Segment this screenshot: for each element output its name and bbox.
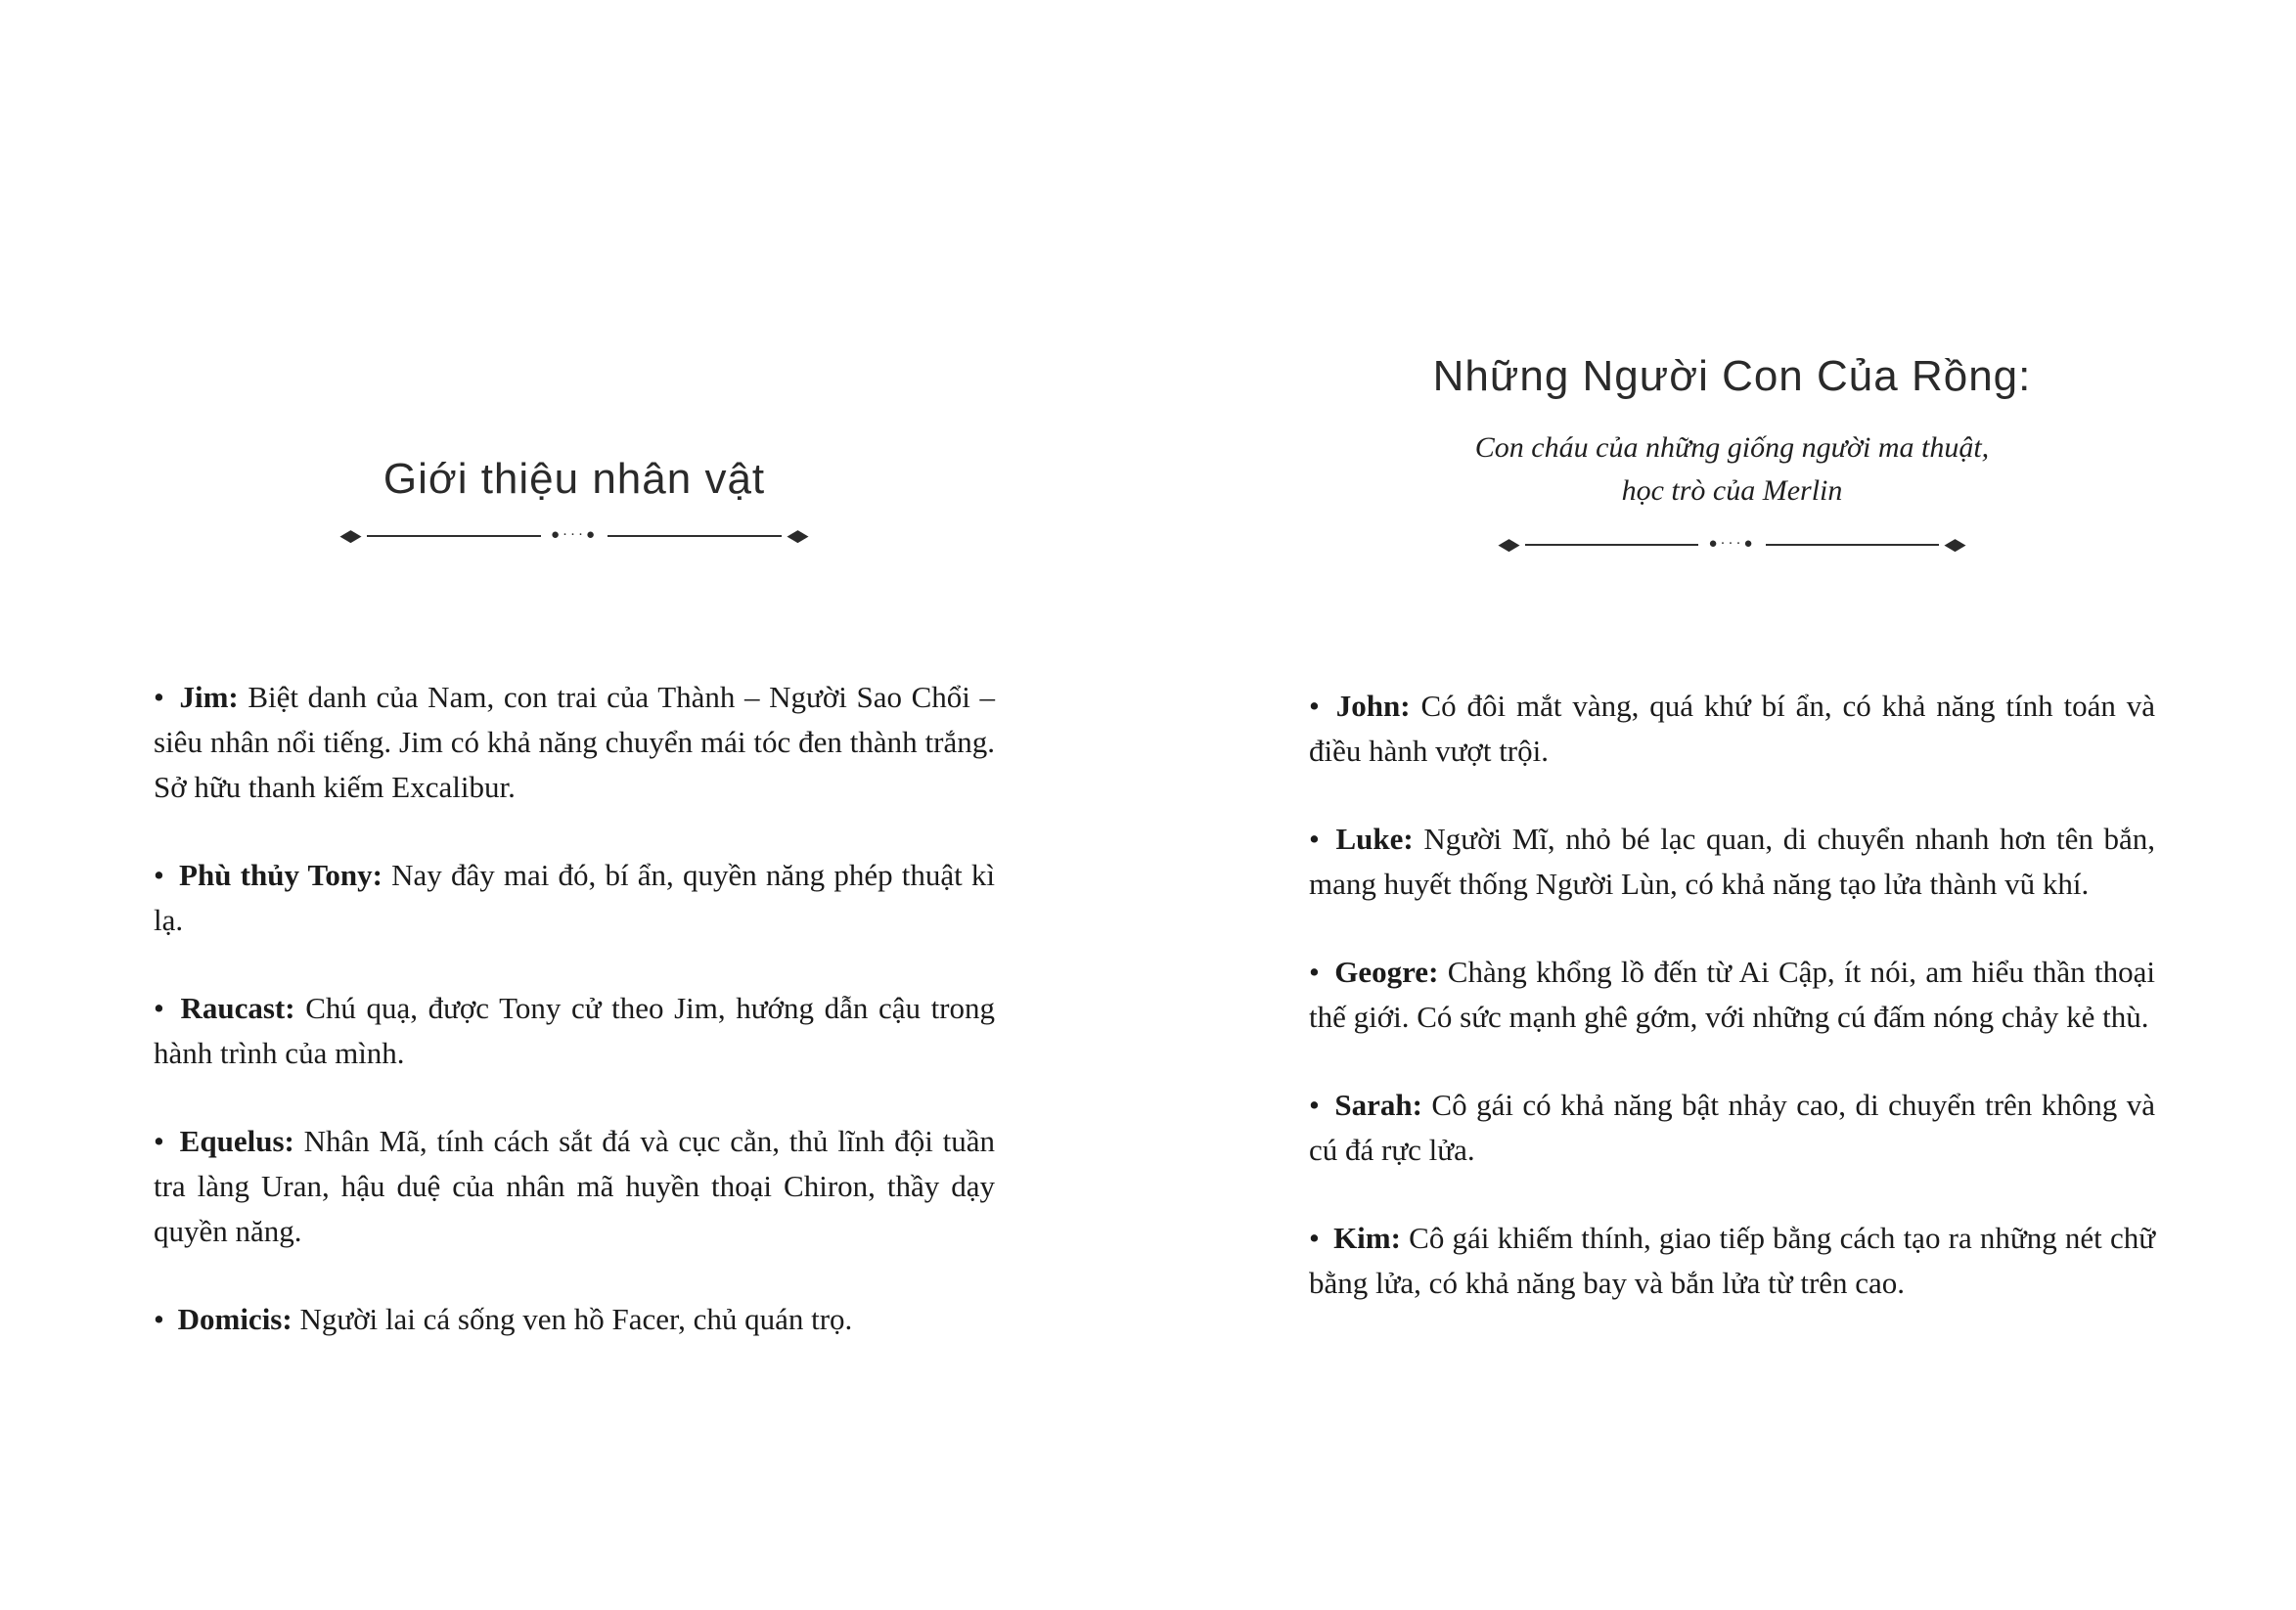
right-page <box>1309 352 2155 1306</box>
character-name: Luke: <box>1335 822 1414 856</box>
bullet-marker: • <box>154 991 164 1025</box>
character-name: Kim: <box>1333 1221 1401 1255</box>
character-name: Geogre: <box>1334 955 1439 989</box>
character-entry <box>1309 1083 2155 1173</box>
character-name: John: <box>1335 689 1411 723</box>
character-entry <box>154 986 995 1076</box>
divider-ornament <box>339 526 809 545</box>
dots-icon: ●···● <box>1708 536 1756 552</box>
left-page-title: Giới thiệu nhân vật <box>383 455 766 503</box>
character-entry <box>154 1297 995 1342</box>
bullet-marker: • <box>1309 1088 1320 1122</box>
character-name: Domicis: <box>177 1302 293 1336</box>
character-entry <box>154 1119 995 1254</box>
character-description: Người lai cá sống ven hồ Facer, chủ quán trọ. <box>299 1302 853 1336</box>
character-description: Người Mĩ, nhỏ bé lạc quan, di chuyển nhanh hơn tên bắn, mang huyết thống Người Lùn, có khả năng tạo lửa thành vũ khí. <box>1309 822 2156 901</box>
diamond-icon: ◆ <box>1497 535 1520 554</box>
divider-line <box>1766 544 1940 546</box>
divider-line <box>608 535 782 537</box>
character-name: Sarah: <box>1334 1088 1422 1122</box>
character-description: Cô gái khiếm thính, giao tiếp bằng cách tạo ra những nét chữ bằng lửa, có khả năng bay và bắn lửa từ trên cao. <box>1309 1221 2156 1300</box>
right-page-body <box>1309 684 2155 1306</box>
divider-line <box>1525 544 1699 546</box>
character-description: Biệt danh của Nam, con trai của Thành – Người Sao Chổi – siêu nhân nổi tiếng. Jim có khả năng chuyển mái tóc đen thành trắng. Sở hữu thanh kiếm Excalibur. <box>154 680 996 804</box>
bullet-marker: • <box>154 858 164 892</box>
bullet-marker: • <box>1309 689 1320 723</box>
dots-icon: ●···● <box>550 527 599 543</box>
character-description: Chàng khổng lồ đến từ Ai Cập, ít nói, am hiểu thần thoại thế giới. Có sức mạnh ghê gớm, với những cú đấm nóng chảy kẻ thù. <box>1309 955 2156 1034</box>
character-description: Nay đây mai đó, bí ẩn, quyền năng phép thuật kì lạ. <box>154 858 996 937</box>
character-entry <box>1309 817 2155 907</box>
left-page-body <box>154 675 995 1342</box>
subtitle-line: Con cháu của những giống người ma thuật, <box>1474 431 1990 464</box>
diamond-icon: ◆ <box>787 526 809 545</box>
character-description: Chú quạ, được Tony cử theo Jim, hướng dẫn cậu trong hành trình của mình. <box>154 991 996 1070</box>
left-page <box>154 455 995 1342</box>
divider-ornament <box>1497 535 1967 554</box>
character-description: Nhân Mã, tính cách sắt đá và cục cằn, thủ lĩnh đội tuần tra làng Uran, hậu duệ của nhân mã huyền thoại Chiron, thầy dạy quyền năng. <box>154 1124 996 1248</box>
bullet-marker: • <box>1309 822 1320 856</box>
character-name: Jim: <box>179 680 239 714</box>
bullet-marker: • <box>1309 1221 1320 1255</box>
bullet-marker: • <box>154 1124 164 1158</box>
right-page-title: Những Người Con Của Rồng: <box>1432 352 2032 400</box>
character-entry <box>1309 1216 2155 1306</box>
bullet-marker: • <box>154 1302 164 1336</box>
diamond-icon: ◆ <box>339 526 362 545</box>
subtitle-line: học trò của Merlin <box>1621 474 1843 507</box>
character-name: Raucast: <box>180 991 295 1025</box>
right-page-subtitle <box>1309 426 2155 513</box>
diamond-icon: ◆ <box>1944 535 1967 554</box>
character-entry <box>154 675 995 810</box>
character-entry <box>1309 684 2155 774</box>
character-entry <box>1309 950 2155 1040</box>
bullet-marker: • <box>154 680 164 714</box>
divider-line <box>367 535 541 537</box>
character-name: Phù thủy Tony: <box>179 858 383 892</box>
character-name: Equelus: <box>179 1124 294 1158</box>
bullet-marker: • <box>1309 955 1320 989</box>
character-description: Có đôi mắt vàng, quá khứ bí ẩn, có khả năng tính toán và điều hành vượt trội. <box>1309 689 2156 768</box>
character-description: Cô gái có khả năng bật nhảy cao, di chuyển trên không và cú đá rực lửa. <box>1309 1088 2156 1167</box>
character-entry <box>154 853 995 943</box>
